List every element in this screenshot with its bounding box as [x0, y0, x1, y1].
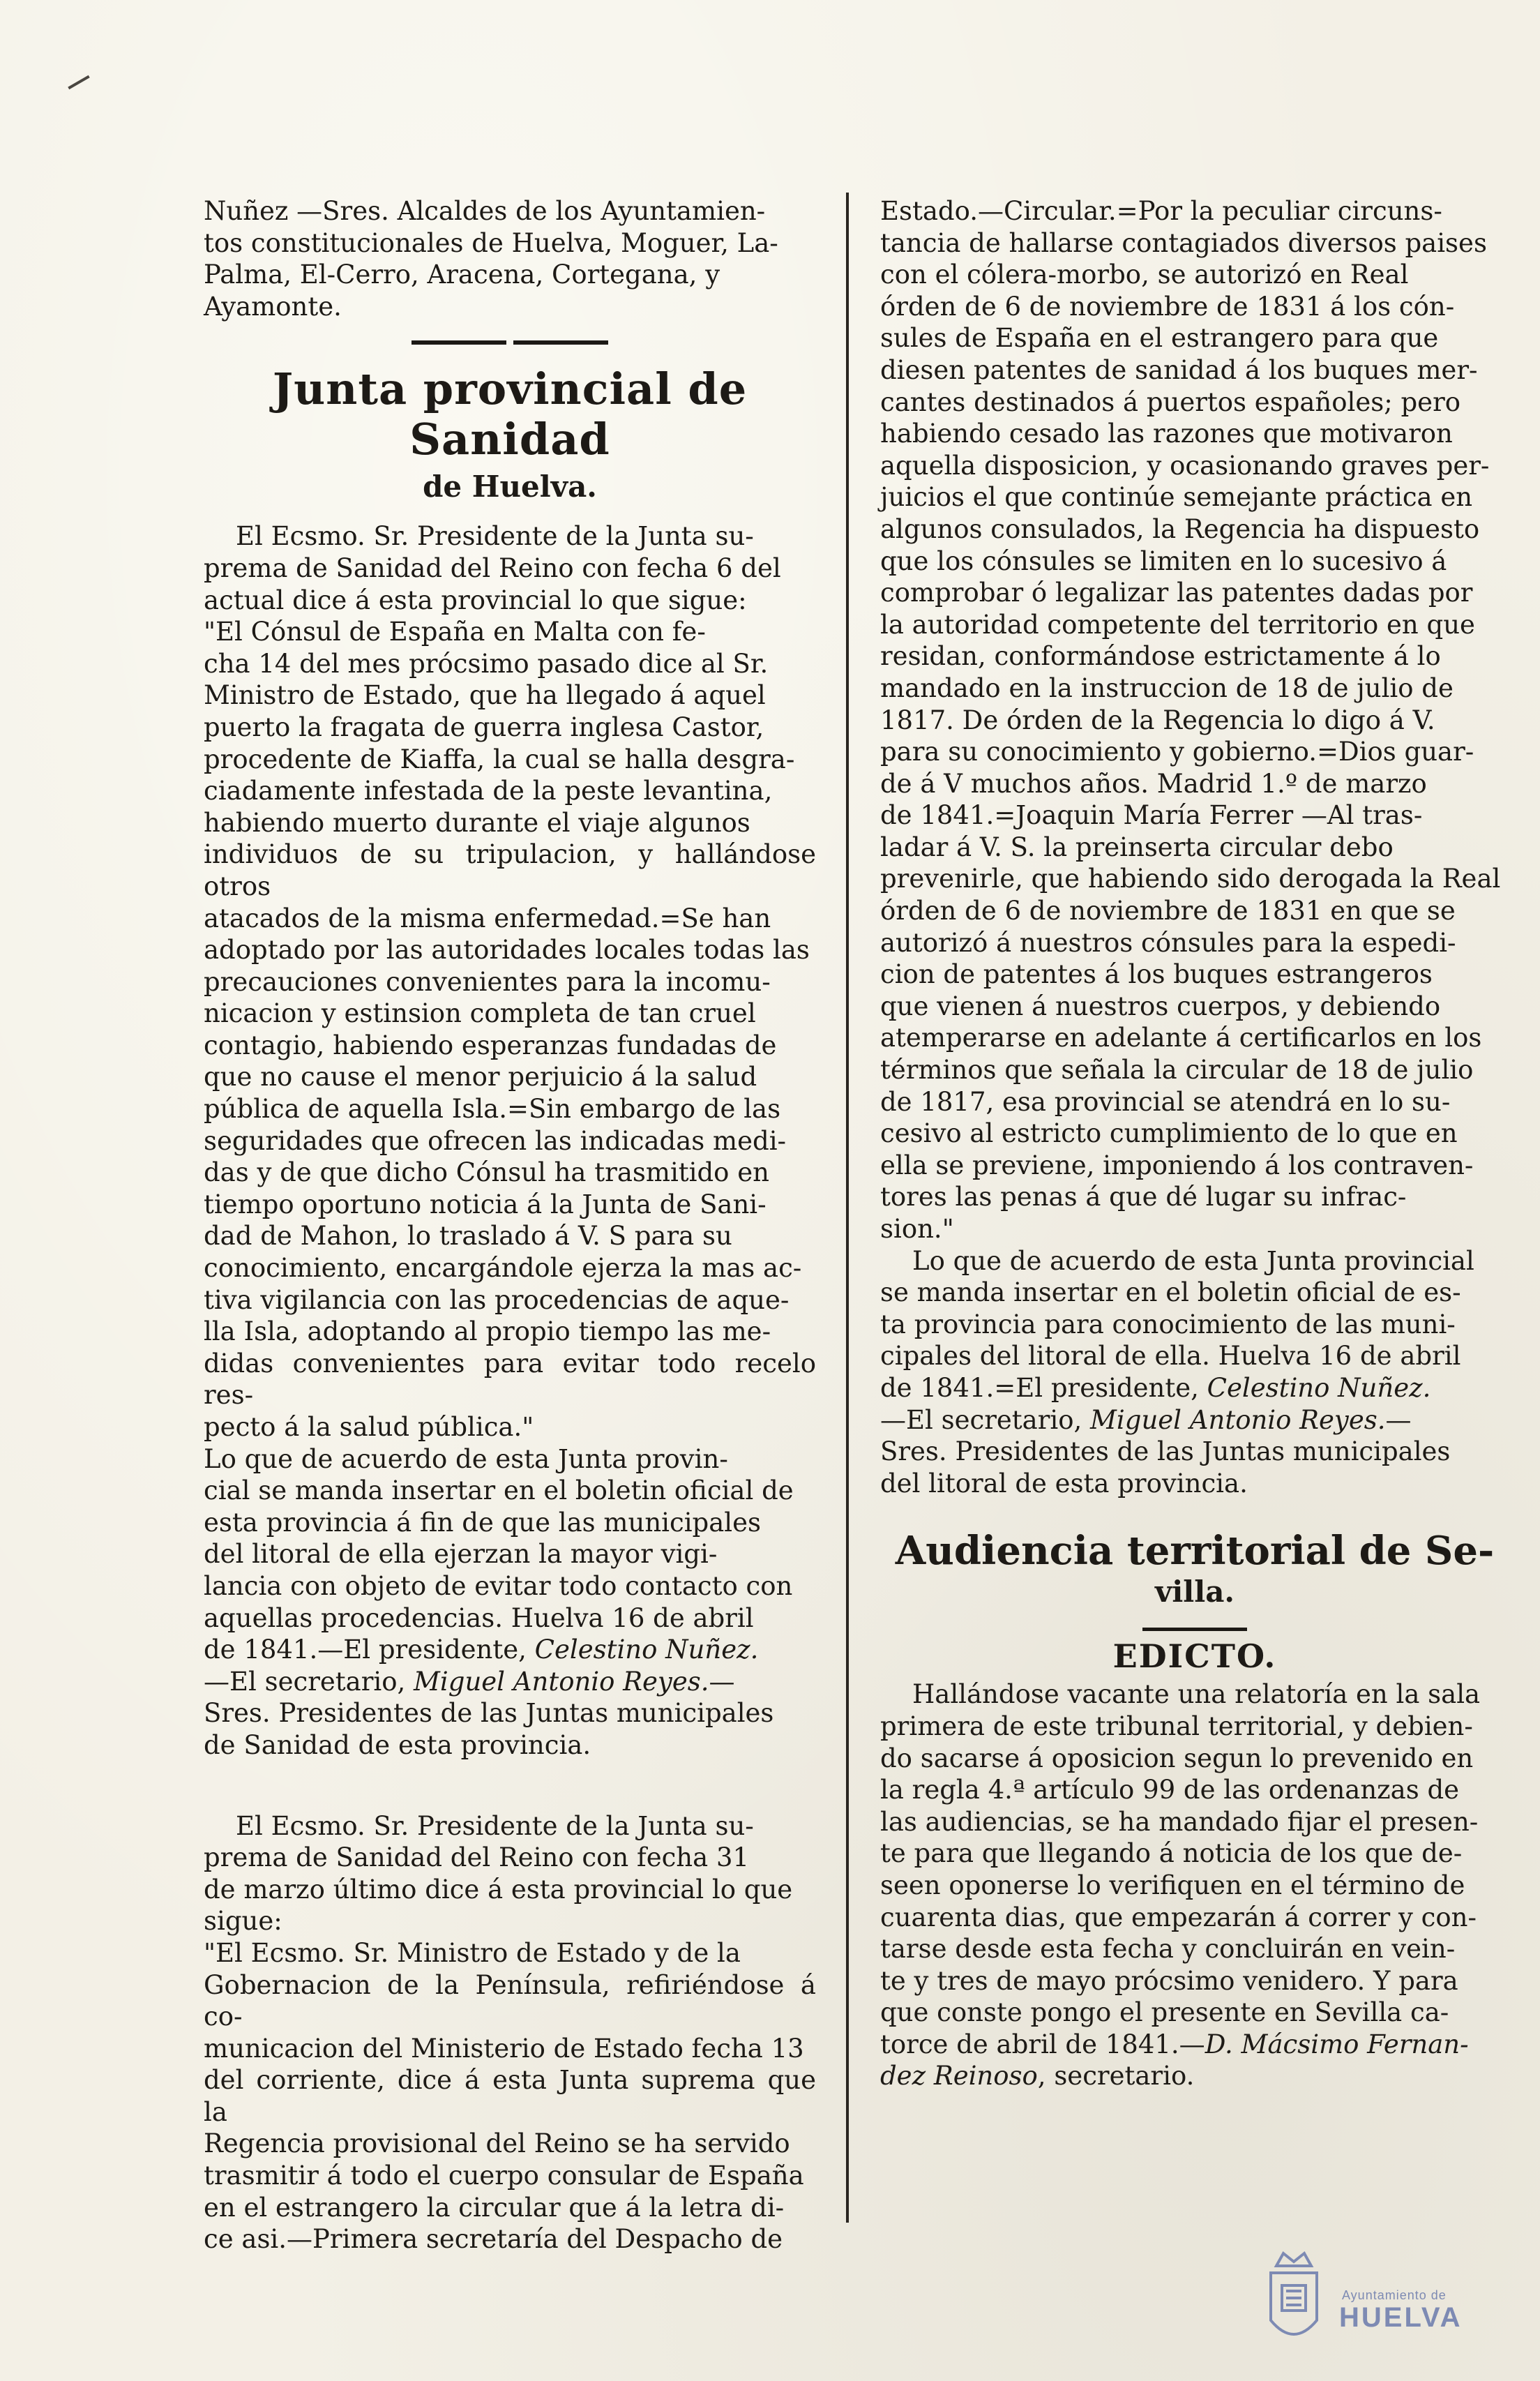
text-line: adoptado por las autoridades locales todas las — [204, 935, 810, 966]
text-line: — — [1385, 1404, 1412, 1435]
text-line: ciadamente infestada de la peste levantina, — [204, 776, 773, 806]
signature-name: Celestino Nuñez. — [534, 1635, 759, 1665]
text-line: cuarenta dias, que empezarán á correr y con- — [880, 1902, 1477, 1932]
text-line: procedente de Kiaffa, la cual se halla desgra- — [204, 744, 795, 774]
text-line: prevenirle, que habiendo sido derogada la Real — [880, 864, 1501, 894]
crest-icon — [1255, 2245, 1332, 2357]
text-line: Estado.—Circular.=Por la peculiar circuns- — [880, 196, 1442, 226]
text-line: autorizó á nuestros cónsules para la espedi- — [880, 927, 1456, 958]
section-heading-junta: Junta provincial de Sanidad — [272, 363, 748, 465]
text-line: de Sanidad de esta provincia. — [204, 1729, 591, 1760]
text-line: que vienen á nuestros cuerpos, y debiendo — [880, 991, 1441, 1021]
text-line: puerto la fragata de guerra inglesa Castor, — [204, 712, 764, 742]
text-line: conocimiento, encargándole ejerza la mas ac- — [204, 1253, 802, 1284]
text-line: órden de 6 de noviembre de 1831 á los cón- — [880, 291, 1455, 322]
text-line: tancia de hallarse contagiados diversos paises — [880, 227, 1487, 258]
signature-name: Miguel Antonio Reyes. — [1090, 1404, 1386, 1435]
text-line: Ministro de Estado, que ha llegado á aquel — [204, 680, 766, 711]
text-line: las audiencias, se ha mandado fijar el presen- — [880, 1806, 1479, 1837]
text-line: pecto á la salud pública." — [204, 1412, 534, 1442]
text-line: "El Cónsul de España en Malta con fe- — [204, 617, 706, 647]
text-line: aquellas procedencias. Huelva 16 de abril — [204, 1602, 754, 1633]
text-line: , secretario. — [1037, 2061, 1195, 2091]
text-line: términos que señala la circular de 18 de julio — [880, 1055, 1474, 1086]
text-line: del litoral de ella ejerzan la mayor vigi- — [204, 1539, 718, 1570]
text-line: que los cónsules se limiten en lo sucesivo á — [880, 546, 1447, 576]
text-line: Ayamonte. — [204, 291, 342, 322]
section-subheading-huelva: de Huelva. — [423, 470, 597, 504]
text-line: de 1841.=Joaquin María Ferrer —Al tras- — [880, 800, 1423, 831]
text-line: comprobar ó legalizar las patentes dadas por — [880, 578, 1473, 608]
text-line: tarse desde esta fecha y concluirán en vein- — [880, 1934, 1456, 1965]
text-line: ella se previene, imponiendo á los contraven- — [880, 1150, 1474, 1180]
intro-text — [204, 195, 816, 322]
edicto-heading: EDICTO. — [1112, 1637, 1277, 1676]
text-line: prema de Sanidad del Reino con fecha 6 del — [204, 553, 781, 583]
text-line: torce de abril de 1841.— — [880, 2029, 1205, 2059]
text-line: en el estrangero la circular que á la letra di- — [204, 2192, 785, 2223]
text-line: sion." — [880, 1214, 954, 1244]
text-line: municacion del Ministerio de Estado fecha 13 — [204, 2033, 804, 2064]
text-line: Lo que de acuerdo de esta Junta provin- — [204, 1443, 728, 1474]
text-line: actual dice á esta provincial lo que sigue: — [204, 585, 747, 615]
text-line: tos constitucionales de Huelva, Moguer, La- — [204, 227, 778, 258]
text-line: la autoridad competente del territorio en que — [880, 609, 1475, 640]
text-line: diesen patentes de sanidad á los buques mer- — [880, 354, 1478, 385]
text-line: de 1841.=El presidente, — [880, 1372, 1207, 1403]
text-line: seguridades que ofrecen las indicadas medi- — [204, 1125, 787, 1156]
text-line: Nuñez —Sres. Alcaldes de los Ayuntamien- — [204, 196, 766, 226]
edicto-rule — [1142, 1628, 1247, 1631]
text-line: cipales del litoral de ella. Huelva 16 de abril — [880, 1341, 1461, 1372]
text-line: de 1817, esa provincial se atendrá en lo su- — [880, 1086, 1451, 1117]
text-line: Lo que de acuerdo de esta Junta provincial — [912, 1245, 1474, 1276]
text-line: tores las penas á que dé lugar su infrac- — [880, 1182, 1407, 1212]
text-line: prema de Sanidad del Reino con fecha 31 — [204, 1842, 750, 1873]
text-line: didas convenientes para evitar todo recelo res- — [204, 1348, 816, 1411]
text-line: trasmitir á todo el cuerpo consular de España — [204, 2161, 804, 2191]
text-line: El Ecsmo. Sr. Presidente de la Junta su- — [236, 1810, 754, 1841]
text-line: —El secretario, — [204, 1666, 414, 1697]
text-line: sigue: — [204, 1906, 282, 1937]
text-line: órden de 6 de noviembre de 1831 en que se — [880, 896, 1456, 926]
text-line: lancia con objeto de evitar todo contacto con — [204, 1570, 793, 1601]
text-line: primera de este tribunal territorial, y debien- — [880, 1711, 1473, 1741]
text-line: de 1841.—El presidente, — [204, 1635, 535, 1665]
text-line: —El secretario, — [880, 1404, 1091, 1435]
text-line: Palma, El-Cerro, Aracena, Cortegana, y — [204, 260, 720, 290]
text-line: juicios el que continúe semejante práctica en — [880, 482, 1473, 513]
text-line: ladar á V. S. la preinserta circular debo — [880, 832, 1394, 862]
section-subheading-sevilla: villa. — [1154, 1575, 1235, 1609]
text-line: El Ecsmo. Sr. Presidente de la Junta su- — [236, 521, 754, 552]
text-line: individuos de su tripulacion, y hallándose otros — [204, 839, 816, 901]
watermark-line-2: HUELVA — [1339, 2302, 1463, 2333]
text-line: Sres. Presidentes de las Juntas municipales — [880, 1436, 1451, 1467]
text-line: lla Isla, adoptando al propio tiempo las me- — [204, 1316, 771, 1347]
circular-body — [880, 195, 1509, 1499]
text-line: mandado en la instruccion de 18 de julio de — [880, 673, 1454, 703]
text-line: habiendo muerto durante el viaje algunos — [204, 807, 750, 838]
text-line: seen oponerse lo verifiquen en el término de — [880, 1870, 1465, 1900]
text-line: algunos consulados, la Regencia ha dispuesto — [880, 513, 1480, 544]
text-line: te para que llegando á noticia de los que de- — [880, 1838, 1463, 1869]
section-divider — [204, 340, 816, 345]
notice-1-body — [204, 520, 816, 1761]
text-line: cial se manda insertar en el boletin oficial de — [204, 1475, 794, 1506]
text-line: aquella disposicion, y ocasionando graves per- — [880, 450, 1490, 481]
text-line: tiva vigilancia con las procedencias de aque- — [204, 1284, 790, 1315]
text-line: residan, conformándose estrictamente á lo — [880, 641, 1441, 672]
text-line: habiendo cesado las razones que motivaron — [880, 419, 1453, 449]
huelva-watermark — [1255, 2245, 1520, 2357]
text-line: para su conocimiento y gobierno.=Dios guar- — [880, 737, 1474, 767]
text-line: de á V muchos años. Madrid 1.º de marzo — [880, 768, 1427, 799]
text-line: de marzo último dice á esta provincial lo que — [204, 1874, 793, 1905]
text-line: ce asi.—Primera secretaría del Despacho de — [204, 2224, 783, 2255]
text-line: Hallándose vacante una relatoría en la sala — [912, 1679, 1481, 1710]
signature-name: D. Mácsimo Fernan- — [1205, 2029, 1469, 2059]
text-line: Regencia provisional del Reino se ha servido — [204, 2128, 790, 2159]
text-line: te y tres de mayo prócsimo venidero. Y para — [880, 1965, 1458, 1996]
text-line: das y de que dicho Cónsul ha trasmitido en — [204, 1157, 769, 1188]
left-column — [204, 195, 816, 2255]
signature-name: dez Reinoso — [880, 2061, 1038, 2091]
text-line: pública de aquella Isla.=Sin embargo de las — [204, 1094, 781, 1125]
text-line: ta provincia para conocimiento de las muni- — [880, 1309, 1456, 1339]
right-column — [880, 195, 1509, 2092]
text-line: del corriente, dice á esta Junta suprema que la — [204, 2065, 816, 2127]
signature-name: Celestino Nuñez. — [1207, 1372, 1431, 1403]
text-line: precauciones convenientes para la incomu- — [204, 966, 771, 997]
column-divider — [846, 193, 849, 2223]
text-line: atacados de la misma enfermedad.=Se han — [204, 903, 771, 933]
text-line: — — [709, 1666, 735, 1697]
text-line: cesivo al estricto cumplimiento de lo que en — [880, 1118, 1458, 1149]
text-line: cantes destinados á puertos españoles; pero — [880, 386, 1461, 417]
text-line: 1817. De órden de la Regencia lo digo á V. — [880, 705, 1435, 735]
section-heading-audiencia: Audiencia territorial de Se- — [895, 1528, 1495, 1575]
text-line: tiempo oportuno noticia á la Junta de Sani- — [204, 1189, 767, 1219]
text-line: la regla 4.ª artículo 99 de las ordenanzas de — [880, 1775, 1460, 1805]
notice-2-body — [204, 1810, 816, 2255]
text-line: cion de patentes á los buques estrangeros — [880, 959, 1433, 990]
text-line: que no cause el menor perjuicio á la salud — [204, 1062, 757, 1092]
text-line: atemperarse en adelante á certificarlos en los — [880, 1023, 1482, 1053]
text-line: Sres. Presidentes de las Juntas municipales — [204, 1698, 774, 1729]
text-line: del litoral de esta provincia. — [880, 1468, 1248, 1499]
text-line: que conste pongo el presente en Sevilla ca- — [880, 1997, 1449, 2028]
text-line: "El Ecsmo. Sr. Ministro de Estado y de la — [204, 1937, 741, 1968]
edicto-body — [880, 1678, 1509, 2092]
text-line: Gobernacion de la Península, refiriéndose á co- — [204, 1969, 816, 2032]
watermark-line-1: Ayuntamiento de — [1342, 2288, 1447, 2302]
text-line: cha 14 del mes prócsimo pasado dice al Sr. — [204, 648, 769, 679]
text-line: do sacarse á oposicion segun lo prevenido en — [880, 1743, 1474, 1773]
text-line: contagio, habiendo esperanzas fundadas de — [204, 1030, 777, 1060]
text-line: esta provincia á fin de que las municipales — [204, 1507, 762, 1538]
signature-name: Miguel Antonio Reyes. — [414, 1666, 709, 1697]
text-line: con el cólera-morbo, se autorizó en Real — [880, 260, 1409, 290]
text-line: nicacion y estinsion completa de tan cruel — [204, 998, 756, 1029]
text-line: se manda insertar en el boletin oficial de es- — [880, 1277, 1461, 1308]
text-line: sules de España en el estrangero para que — [880, 323, 1439, 354]
text-line: dad de Mahon, lo traslado á V. S para su — [204, 1221, 732, 1252]
